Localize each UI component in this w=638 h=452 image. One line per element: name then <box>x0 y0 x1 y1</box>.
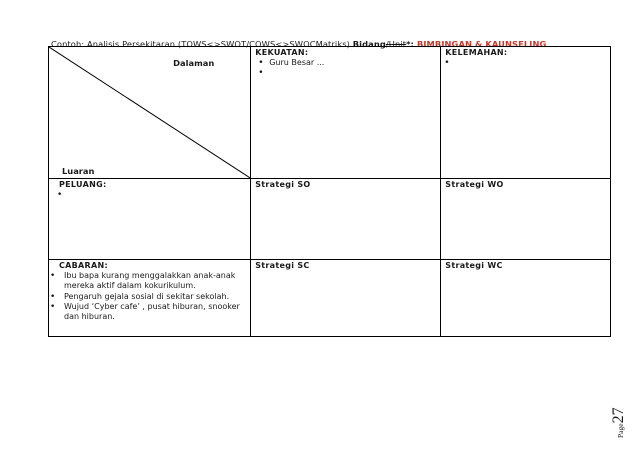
page-number <box>610 400 632 440</box>
cabaran-cell <box>49 260 251 337</box>
title-unit-struck: /Unit <box>385 39 407 49</box>
peluang-row <box>49 179 611 260</box>
title-field: BIMBINGAN & KAUNSELING <box>416 39 547 49</box>
matrix-header-row <box>49 47 611 179</box>
peluang-heading: PELUANG: <box>59 180 107 189</box>
corner-cell <box>49 47 251 179</box>
diagonal-line <box>49 47 250 178</box>
tows-matrix-table <box>48 46 611 337</box>
title-prefix: Contoh: Analisis Persekitaran (TOWS<>SWOT/COWS<>SWOCMatriks) <box>51 39 353 49</box>
title-suffix: *: <box>406 39 417 49</box>
cabaran-list <box>53 271 246 322</box>
strategi-so-cell: Strategi SO <box>251 179 441 260</box>
list-item: • Ibu bapa kurang menggalakkan anak-anak mereka aktif dalam kokurikulum. <box>49 271 246 292</box>
strategi-sc-cell: Strategi SC <box>251 260 441 337</box>
list-item: • Wujud ‘Cyber cafe’ , pusat hiburan, snooker dan hiburan. <box>49 302 246 323</box>
strategi-wo-cell: Strategi WO <box>441 179 611 260</box>
kelemahan-heading: KELEMAHAN: <box>445 48 508 57</box>
cabaran-heading: CABARAN: <box>59 261 108 270</box>
kekuatan-list <box>255 58 436 68</box>
kekuatan-cell <box>251 47 441 179</box>
page-value: 27 <box>610 407 627 424</box>
peluang-cell <box>49 179 251 260</box>
page-label: Page <box>616 423 625 438</box>
luaran-label: Luaran <box>62 166 95 176</box>
page-number-text <box>610 407 628 438</box>
kelemahan-cell <box>441 47 611 179</box>
title-bidang: Bidang <box>352 39 386 49</box>
dalaman-label: Dalaman <box>173 58 215 68</box>
list-item: • Pengaruh gejala sosial di sekitar sekolah. <box>49 292 246 302</box>
list-item: • Guru Besar ... <box>255 58 436 68</box>
strategi-wc-cell: Strategi WC <box>441 260 611 337</box>
cabaran-row <box>49 260 611 337</box>
kekuatan-heading: KEKUATAN: <box>255 48 309 57</box>
